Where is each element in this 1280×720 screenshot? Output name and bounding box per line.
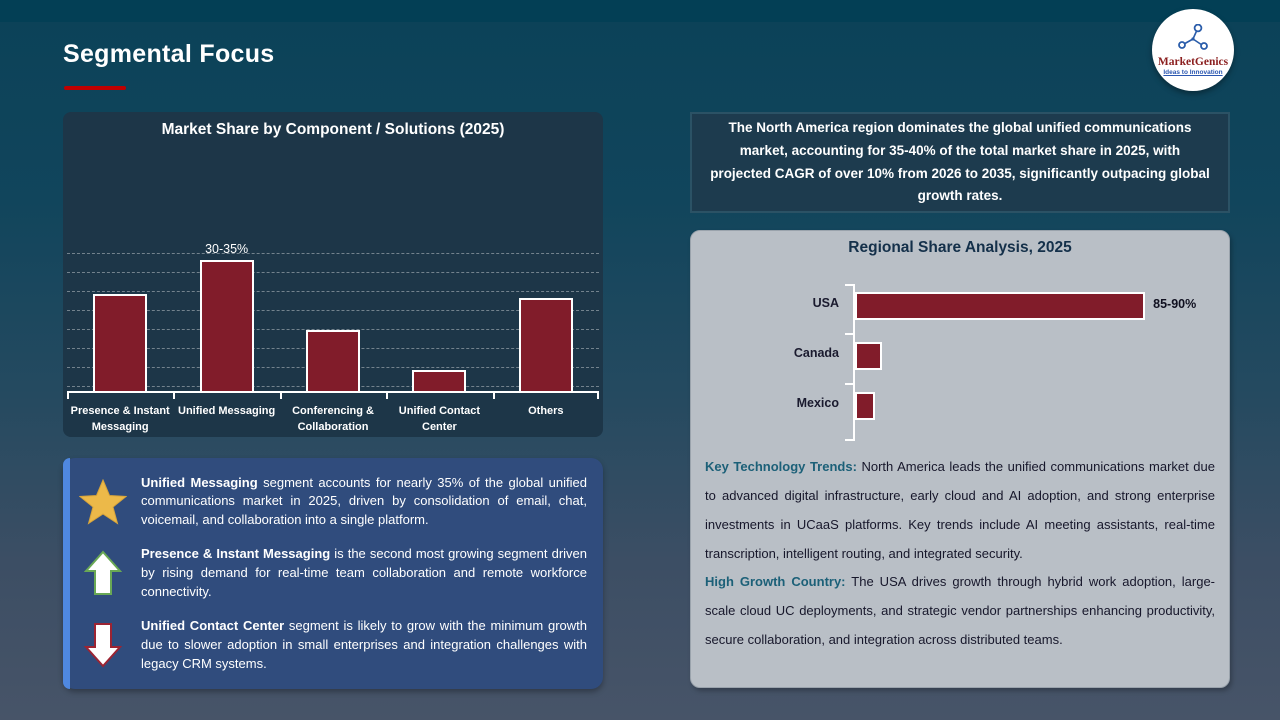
axis-tick <box>493 393 495 399</box>
growth-text: The USA drives growth through hybrid work adoption, large-scale cloud UC deployments, and strategic vendor partnerships enhancing productivity, secure collaboration, and integration across distributed teams. <box>705 574 1215 648</box>
title-underline <box>64 86 126 90</box>
component-chart-plot <box>67 160 599 392</box>
bar-unified-messaging <box>200 260 254 392</box>
north-america-highlight-text: The North America region dominates the global unified communications market, accounting for 35-40% of the total market share in 2025, with projected CAGR of over 10% from 2026 to 2035, significantly outpacing global growth rates. <box>710 119 1210 204</box>
bar-mexico <box>855 392 875 420</box>
trends-label: Key Technology Trends: <box>705 459 857 474</box>
region-label-canada: Canada <box>793 346 839 360</box>
key-technology-trends-paragraph <box>705 453 1215 568</box>
category-label: Presence & Instant Messaging <box>70 405 170 433</box>
insight-row-presence-im <box>79 545 587 602</box>
insight-body: segment is likely to grow with the minimum growth due to slower adoption in small enterprises and integration challenges with legacy CRM systems. <box>141 617 587 671</box>
logo-name: MarketGenics <box>1157 56 1229 68</box>
page-title: Segmental Focus <box>63 40 275 68</box>
axis-tick <box>67 393 69 399</box>
insight-row-unified-messaging <box>79 474 587 531</box>
growth-label: High Growth Country: <box>705 574 846 590</box>
arrow-down-icon <box>79 622 127 668</box>
insight-body: segment accounts for nearly 35% of the global unified communications market in 2025, driven by consolidation of email, chat, voicemail, and collaboration into a single platform. <box>141 474 587 528</box>
region-label-mexico: Mexico <box>796 396 839 410</box>
category-label: Unified Messaging <box>178 405 276 417</box>
insight-lead: Presence & Instant Messaging <box>141 546 331 562</box>
insight-text <box>141 617 587 674</box>
bar-slot <box>493 160 599 392</box>
insight-text <box>141 545 587 602</box>
bar-slot <box>173 160 279 392</box>
axis-tick <box>173 393 175 399</box>
axis-tick <box>845 333 854 335</box>
bar-unified-contact-center <box>412 370 466 392</box>
category-label: Unified Contact Center <box>398 405 481 433</box>
bar-data-label: 85-90% <box>1153 297 1197 311</box>
axis-tick <box>597 393 599 399</box>
category-labels <box>67 404 599 436</box>
insight-box-accent <box>63 458 70 689</box>
regional-chart <box>691 276 1231 448</box>
molecule-icon <box>1176 24 1210 54</box>
insight-body: is the second most growing segment driven by rising demand for real-time team collaboration and remote workforce connectivity. <box>141 546 587 599</box>
category-label: Conferencing & Collaboration <box>292 405 374 433</box>
bar-data-label: 30-35% <box>205 242 249 256</box>
bar-slot <box>67 160 173 392</box>
axis-tick <box>845 383 854 385</box>
logo-tagline: Ideas to Innovation <box>1163 69 1223 76</box>
axis-tick <box>845 439 854 441</box>
component-chart-title: Market Share by Component / Solutions (2025) <box>161 121 505 138</box>
bar-others <box>519 298 573 392</box>
top-bar <box>0 0 1280 22</box>
axis-tick <box>845 284 854 286</box>
north-america-highlight-box <box>690 112 1230 213</box>
bar-presence-instant-messaging <box>93 294 147 392</box>
bar-slot <box>386 160 492 392</box>
trends-text: North America leads the unified communications market due to advanced digital infrastructure, early cloud and AI adoption, and strong enterprise investments in UCaaS platforms. Key trends include AI meeting assistants, real-time transcription, intelligent routing, and integrated security. <box>705 459 1215 561</box>
insight-lead: Unified Contact Center <box>141 617 285 633</box>
insight-text <box>141 474 587 531</box>
regional-panel <box>690 230 1230 688</box>
high-growth-country-paragraph <box>705 568 1215 655</box>
bar-conferencing-collaboration <box>306 330 360 392</box>
company-logo <box>1152 9 1234 91</box>
axis-tick <box>280 393 282 399</box>
star-icon <box>79 479 127 525</box>
insight-row-contact-center <box>79 617 587 674</box>
bar-usa <box>855 292 1145 320</box>
region-label-usa: USA <box>812 296 839 310</box>
regional-chart-title: Regional Share Analysis, 2025 <box>848 239 1072 256</box>
insight-box <box>63 458 603 689</box>
bar-slots <box>67 160 599 392</box>
arrow-up-icon <box>79 550 127 596</box>
category-label: Others <box>528 405 564 417</box>
x-axis <box>67 391 599 393</box>
regional-text-block <box>705 453 1215 655</box>
insight-lead: Unified Messaging <box>141 474 258 490</box>
component-chart-panel <box>63 112 603 437</box>
bar-canada <box>855 342 882 370</box>
axis-tick <box>386 393 388 399</box>
bar-slot <box>280 160 386 392</box>
